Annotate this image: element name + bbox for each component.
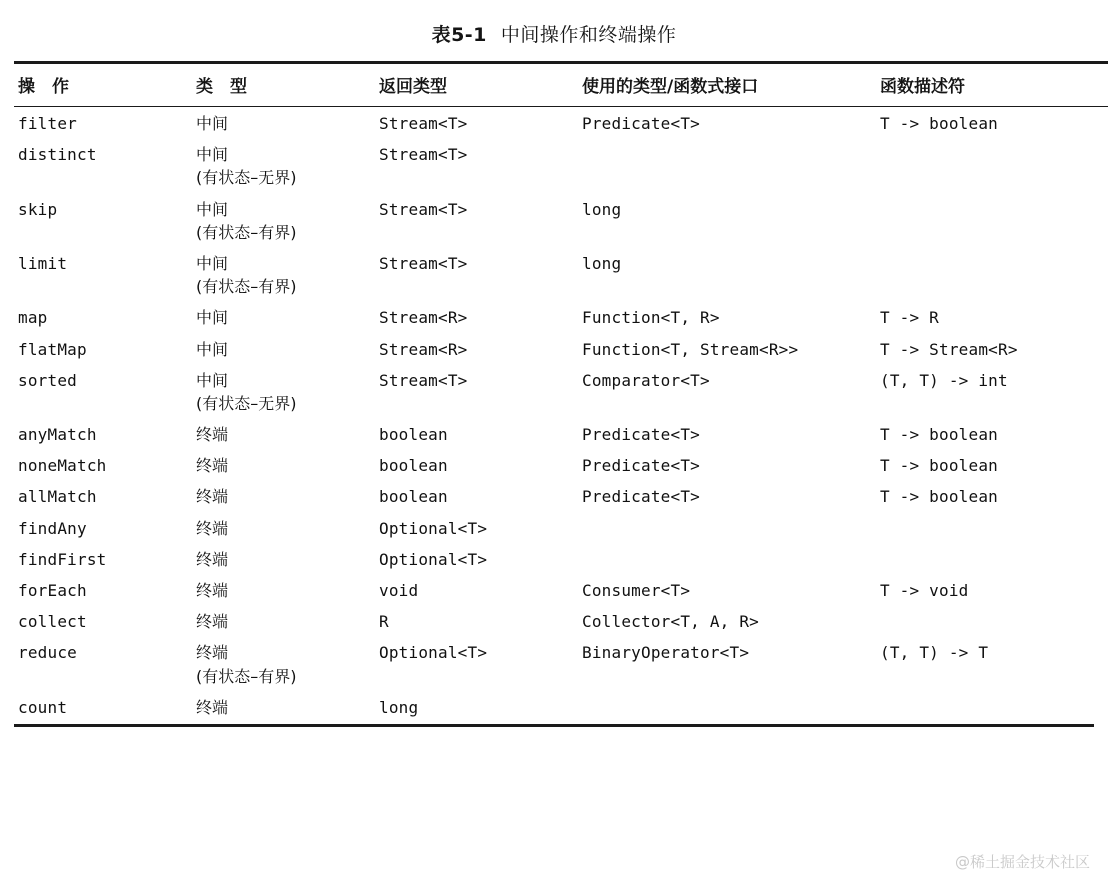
cell-return-type: Optional<T> (379, 643, 488, 663)
cell-functional-interface (578, 691, 876, 722)
cell-function-descriptor: T -> R (880, 308, 939, 328)
cell-return-type: Stream<T> (379, 199, 468, 219)
cell-function-descriptor (876, 247, 1108, 301)
cell-type-main: 终端 (196, 612, 229, 632)
cell-functional-interface: Function<T, R> (582, 308, 720, 328)
cell-type-main: 中间 (196, 308, 229, 328)
table-row (14, 301, 1108, 332)
table-row (14, 543, 1108, 574)
cell-type-main: 终端 (196, 425, 229, 445)
cell-functional-interface: Function<T, Stream<R>> (582, 339, 799, 359)
cell-type-sub: (有状态–有界) (196, 277, 297, 297)
cell-function-descriptor: T -> void (880, 581, 969, 600)
cell-operation: flatMap (18, 339, 87, 359)
cell-type (192, 574, 375, 605)
cell-return-type: boolean (379, 425, 448, 445)
cell-function-descriptor: T -> Stream<R> (880, 339, 1018, 359)
table-caption-title: 中间操作和终端操作 (500, 24, 677, 46)
cell-type (192, 480, 375, 511)
table-row (14, 418, 1108, 449)
cell-functional-interface: Predicate<T> (582, 456, 700, 476)
table-row (14, 574, 1108, 605)
cell-functional-interface (578, 138, 876, 192)
cell-function-descriptor: T -> boolean (880, 456, 998, 476)
table-row (14, 107, 1108, 139)
cell-type (192, 605, 375, 636)
cell-type-sub: (有状态–无界) (196, 168, 297, 188)
cell-return-type: long (379, 697, 419, 717)
cell-function-descriptor: T -> boolean (880, 114, 998, 133)
cell-functional-interface (578, 512, 876, 543)
cell-return-type: Optional<T> (379, 518, 488, 538)
cell-type-main: 终端 (196, 487, 229, 507)
column-header-function-descriptor: 函数描述符 (876, 63, 1108, 107)
cell-type (192, 449, 375, 480)
cell-type-main: 中间 (196, 114, 229, 133)
cell-function-descriptor (876, 138, 1108, 192)
cell-type-main: 终端 (196, 456, 229, 476)
column-header-functional-interface: 使用的类型/函数式接口 (578, 63, 876, 107)
cell-return-type: void (379, 581, 419, 600)
table-row (14, 333, 1108, 364)
cell-operation: reduce (18, 643, 77, 663)
cell-operation: findFirst (18, 549, 107, 569)
cell-function-descriptor (876, 543, 1108, 574)
cell-operation: findAny (18, 518, 87, 538)
cell-type-sub: (有状态–有界) (196, 222, 297, 242)
cell-type (192, 691, 375, 722)
cell-functional-interface: Predicate<T> (582, 425, 700, 445)
table-row (14, 193, 1108, 247)
column-header-operation: 操 作 (14, 63, 192, 107)
cell-operation: limit (18, 253, 68, 273)
table-row (14, 636, 1108, 690)
cell-function-descriptor (876, 691, 1108, 722)
cell-type-sub: (有状态–有界) (196, 666, 297, 686)
cell-return-type: Stream<R> (379, 308, 468, 328)
cell-function-descriptor: T -> boolean (880, 425, 998, 445)
cell-type-main: 终端 (196, 549, 229, 569)
cell-type (192, 193, 375, 247)
cell-function-descriptor (876, 512, 1108, 543)
table-row (14, 247, 1108, 301)
cell-function-descriptor (876, 193, 1108, 247)
cell-return-type: Stream<T> (379, 145, 468, 165)
cell-operation: collect (18, 612, 87, 632)
cell-type-main: 终端 (196, 518, 229, 538)
cell-type-main: 中间 (196, 339, 229, 359)
table-caption (0, 0, 1108, 61)
cell-type (192, 418, 375, 449)
cell-type-main: 中间 (196, 145, 229, 165)
cell-operation: sorted (18, 370, 77, 390)
table-row (14, 364, 1108, 418)
cell-type (192, 364, 375, 418)
cell-type-main: 中间 (196, 370, 229, 390)
table-row (14, 138, 1108, 192)
cell-operation: count (18, 697, 68, 717)
cell-return-type: Stream<T> (379, 253, 468, 273)
cell-functional-interface: Collector<T, A, R> (582, 612, 759, 632)
cell-return-type: Stream<R> (379, 339, 468, 359)
cell-functional-interface: Consumer<T> (582, 581, 691, 600)
cell-type-sub: (有状态–无界) (196, 393, 297, 413)
cell-operation: distinct (18, 145, 97, 165)
cell-type-main: 终端 (196, 581, 229, 600)
cell-type (192, 512, 375, 543)
cell-functional-interface: Predicate<T> (582, 487, 700, 507)
table-row (14, 449, 1108, 480)
cell-return-type: boolean (379, 456, 448, 476)
cell-return-type: Optional<T> (379, 549, 488, 569)
cell-function-descriptor: (T, T) -> int (880, 370, 1008, 390)
cell-functional-interface: BinaryOperator<T> (582, 643, 750, 663)
cell-operation: anyMatch (18, 425, 97, 445)
cell-return-type: R (379, 612, 389, 632)
cell-type (192, 107, 375, 139)
cell-operation: filter (18, 114, 77, 133)
cell-type-main: 中间 (196, 253, 229, 273)
cell-operation: noneMatch (18, 456, 107, 476)
cell-type (192, 543, 375, 574)
table-row (14, 691, 1108, 722)
cell-function-descriptor: T -> boolean (880, 487, 998, 507)
cell-operation: map (18, 308, 48, 328)
table-row (14, 605, 1108, 636)
table-row (14, 480, 1108, 511)
cell-functional-interface: Comparator<T> (582, 370, 710, 390)
cell-return-type: Stream<T> (379, 370, 468, 390)
cell-type (192, 138, 375, 192)
column-header-return-type: 返回类型 (375, 63, 578, 107)
cell-return-type: Stream<T> (379, 114, 468, 133)
cell-type (192, 636, 375, 690)
cell-type-main: 中间 (196, 199, 229, 219)
cell-functional-interface: long (582, 199, 622, 219)
cell-return-type: boolean (379, 487, 448, 507)
cell-functional-interface: Predicate<T> (582, 114, 700, 133)
cell-function-descriptor: (T, T) -> T (880, 643, 989, 663)
cell-operation: allMatch (18, 487, 97, 507)
cell-functional-interface (578, 543, 876, 574)
table-header (14, 63, 1108, 107)
cell-type (192, 333, 375, 364)
stream-operations-table (14, 61, 1108, 722)
watermark: @稀土掘金技术社区 (954, 853, 1090, 871)
cell-function-descriptor (876, 605, 1108, 636)
table-body (14, 107, 1108, 722)
cell-type-main: 终端 (196, 697, 229, 717)
cell-type-main: 终端 (196, 643, 229, 663)
cell-type (192, 247, 375, 301)
table-caption-number: 表5-1 (431, 24, 487, 46)
cell-operation: skip (18, 199, 58, 219)
cell-functional-interface: long (582, 253, 622, 273)
table-header-row (14, 63, 1108, 107)
table-bottom-rule (14, 724, 1094, 727)
table-row (14, 512, 1108, 543)
cell-operation: forEach (18, 581, 87, 600)
cell-type (192, 301, 375, 332)
column-header-type: 类 型 (192, 63, 375, 107)
